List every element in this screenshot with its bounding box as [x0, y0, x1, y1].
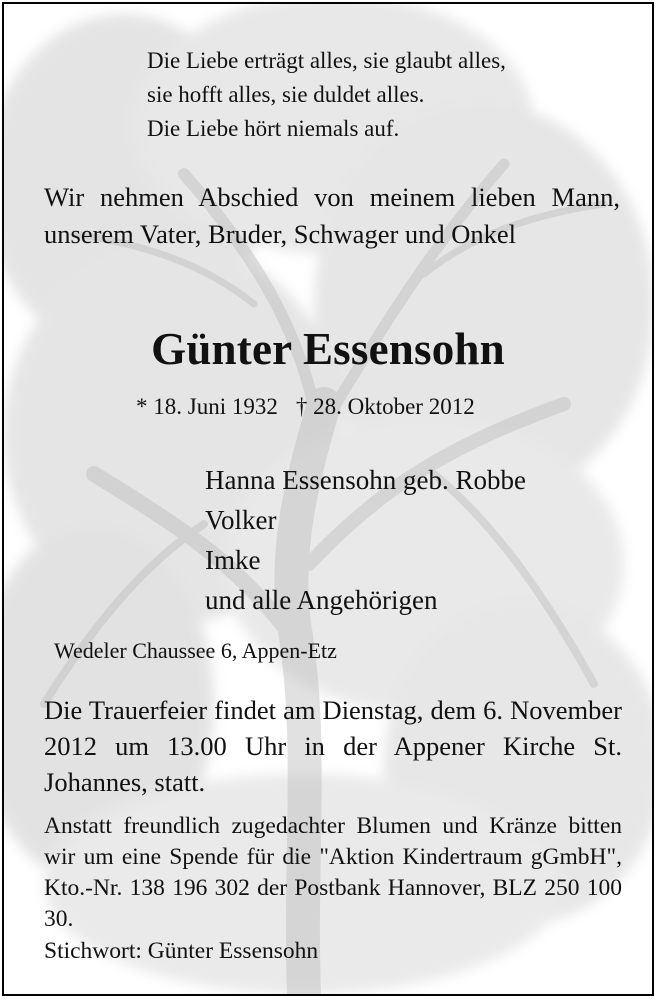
- farewell-text: Wir nehmen Abschied von meinem lieben Mann, unserem Vater, Bruder, Schwager und Onkel: [44, 182, 620, 249]
- donation-keyword: Stichwort: Günter Essensohn: [44, 938, 319, 964]
- mourner-4: und alle Angehörigen: [205, 585, 438, 615]
- verse-line-1: Die Liebe erträgt alles, sie glaubt alles,: [147, 48, 506, 73]
- verse-line-2: sie hofft alles, sie duldet alles.: [147, 82, 425, 107]
- life-dates: [136, 392, 475, 422]
- birth-date: * 18. Juni 1932: [136, 394, 278, 419]
- deceased-name: Günter Essensohn: [151, 324, 505, 374]
- verse-line-3: Die Liebe hört niemals auf.: [147, 116, 400, 141]
- bible-verse: [147, 44, 506, 146]
- obituary-notice: [2, 2, 654, 996]
- donation-request: Anstatt freundlich zugedachter Blumen und Kränze bitten wir um eine Spende für die "Aktion Kindertraum gGmbH", Kto.-Nr. 138 196 302 der Postbank Hannover, BLZ 250 100 30.: [44, 813, 622, 932]
- funeral-service-text: Die Trauerfeier findet am Dienstag, dem 6. November 2012 um 13.00 Uhr in der Appener Kirche St. Johannes, statt.: [44, 695, 622, 797]
- family-address: Wedeler Chaussee 6, Appen-Etz: [54, 638, 337, 663]
- death-date: † 28. Oktober 2012: [295, 394, 475, 419]
- mourner-1: Hanna Essensohn geb. Robbe: [205, 465, 526, 495]
- mourner-3: Imke: [205, 545, 261, 575]
- mourner-2: Volker: [205, 505, 277, 535]
- mourners-list: [205, 460, 526, 620]
